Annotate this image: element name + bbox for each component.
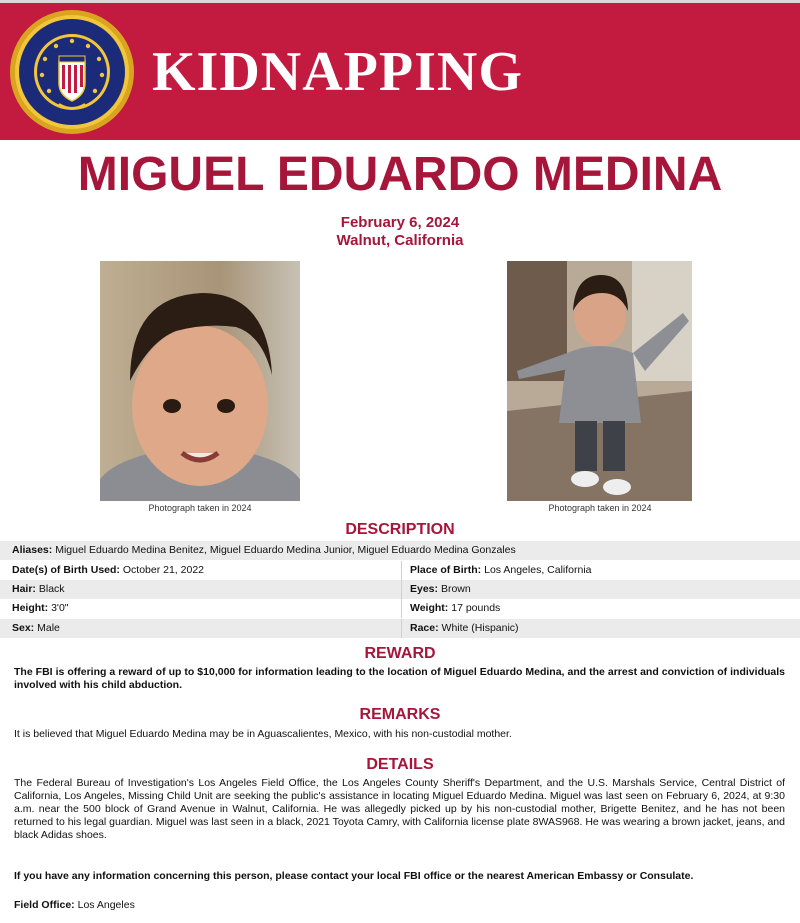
description-row — [0, 599, 800, 618]
fbi-seal-icon — [9, 9, 135, 135]
field-value: Brown — [440, 583, 471, 595]
field-office-value: Los Angeles — [77, 899, 135, 911]
column-divider — [401, 580, 402, 599]
column-divider — [401, 599, 402, 618]
field-value: Male — [37, 622, 60, 634]
description-heading: DESCRIPTION — [345, 521, 455, 538]
subject-photo-fullbody — [507, 261, 692, 501]
description-row — [0, 619, 800, 638]
remarks-heading: REMARKS — [359, 706, 441, 723]
description-row — [0, 561, 800, 580]
column-divider — [401, 619, 402, 638]
details-heading: DETAILS — [366, 756, 434, 773]
reward-heading: REWARD — [364, 645, 436, 662]
field-label: Eyes: — [410, 583, 439, 595]
field-value: October 21, 2022 — [122, 564, 204, 576]
field-value: 17 pounds — [451, 602, 501, 614]
column-divider — [401, 561, 402, 580]
reward-text: The FBI is offering a reward of up to $10,000 for information leading to the location of Miguel Eduardo Medina, and the arrest and conviction of individuals involved with his child abduction. — [14, 666, 785, 691]
field-value: White (Hispanic) — [441, 622, 519, 634]
details-text: The Federal Bureau of Investigation's Los Angeles Field Office, the Los Angeles County Sheriff's Department, and the U.S. Marshals Service, Central District of California, Los Angeles, Missing Child Unit are seeking the public's assistance in locating Miguel Eduardo Medina. Miguel was last seen on February 6, 2024, at 9:30 a.m. near the 500 block of Grand Avenue in Walnut, California. He was allegedly picked up by his non-custodial mother, Brigette Benitez, and he has not been returned to his legal guardian. Miguel was last seen in a black, 2021 Toyota Camry, with California license plate 8WAS968. He was wearing a brown jacket, jeans, and black Adidas shoes. — [14, 777, 785, 841]
field-label: Hair: — [12, 583, 36, 595]
field-label: Date(s) of Birth Used: — [12, 564, 120, 576]
description-row-aliases — [0, 541, 800, 560]
field-office — [14, 899, 785, 912]
field-label: Sex: — [12, 622, 35, 634]
field-value: 3'0" — [51, 602, 69, 614]
field-label: Place of Birth: — [410, 564, 482, 576]
field-label: Race: — [410, 622, 439, 634]
header-banner — [0, 3, 800, 140]
description-row — [0, 580, 800, 599]
incident-place: Walnut, California — [336, 232, 464, 249]
field-office-label: Field Office: — [14, 899, 75, 911]
field-value: Los Angeles, California — [484, 564, 592, 576]
field-label: Weight: — [410, 602, 449, 614]
aliases-value: Miguel Eduardo Medina Benitez, Miguel Eduardo Medina Junior, Miguel Eduardo Medina Gonzales — [55, 544, 516, 556]
remarks-text: It is believed that Miguel Eduardo Medina may be in Aguascalientes, Mexico, with his non-custodial mother. — [14, 728, 512, 740]
subject-name: MIGUEL EDUARDO MEDINA — [77, 148, 723, 201]
contact-instructions: If you have any information concerning this person, please contact your local FBI office or the nearest American Embassy or Consulate. — [14, 870, 694, 882]
subject-photo-closeup — [100, 261, 300, 501]
aliases-label: Aliases: — [12, 544, 53, 556]
incident-date: February 6, 2024 — [340, 214, 460, 231]
field-value: Black — [38, 583, 65, 595]
poster-title: KIDNAPPING — [152, 41, 523, 103]
photo-caption: Photograph taken in 2024 — [548, 503, 652, 513]
photo-caption: Photograph taken in 2024 — [148, 503, 252, 513]
field-label: Height: — [12, 602, 49, 614]
